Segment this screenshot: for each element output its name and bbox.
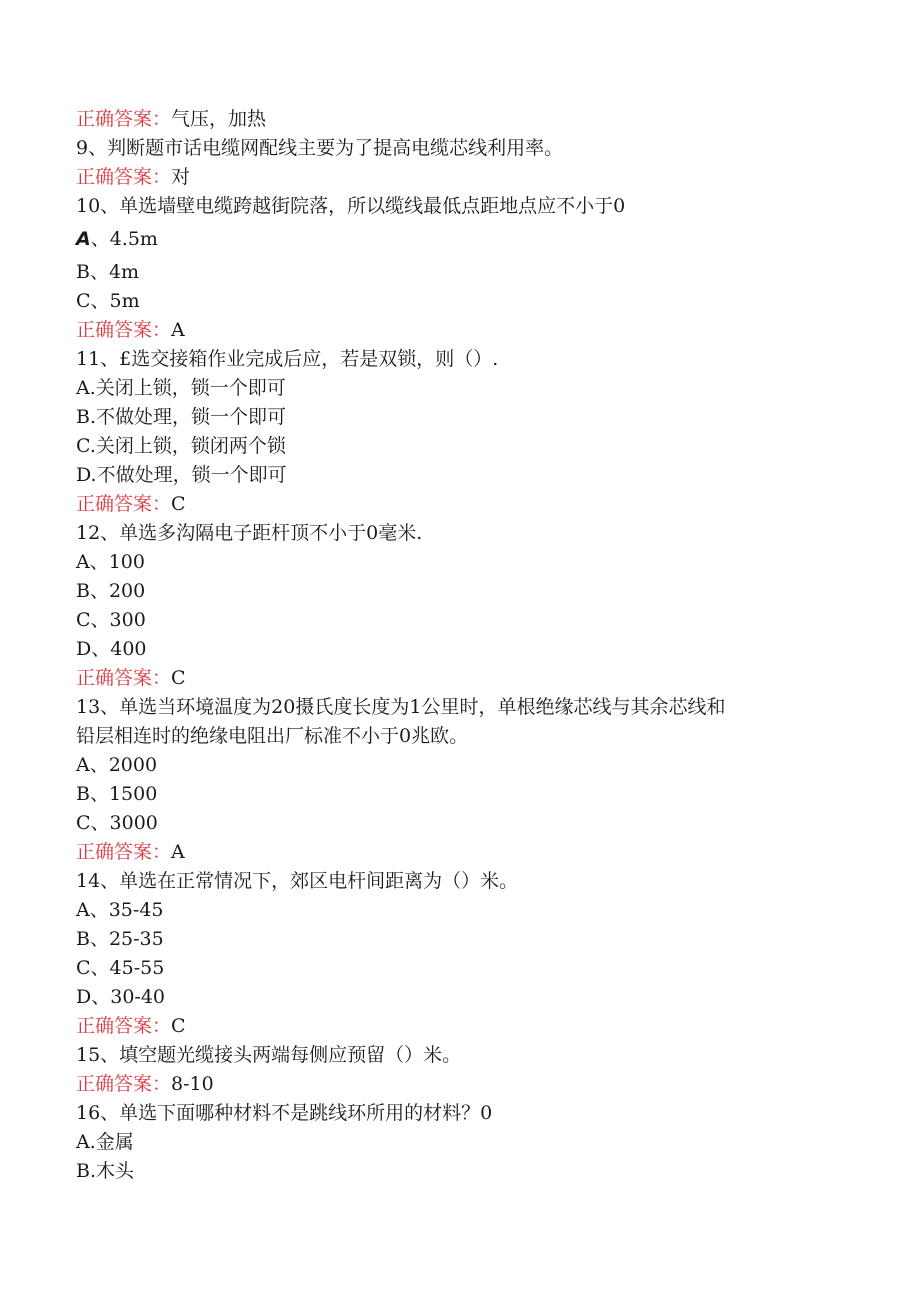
answer-label: 正确答案： <box>76 667 172 689</box>
answer-value: 对 <box>171 166 191 188</box>
option-line: C、300 <box>76 609 146 631</box>
answer-line <box>76 1012 836 1041</box>
question-line: 9、判断题市话电缆网配线主要为了提高电缆芯线利用率。 <box>76 137 564 159</box>
option-line: B.木头 <box>76 1160 135 1182</box>
answer-label: 正确答案： <box>76 841 172 863</box>
answer-line <box>76 316 836 345</box>
question-line: 铅层相连时的绝缘电阻出厂标准不小于0兆欧。 <box>76 725 469 747</box>
option-line <box>76 225 836 254</box>
question-line: 12、单选多沟隔电子距杆顶不小于0毫米. <box>76 522 423 544</box>
option-prefix: A <box>76 228 91 250</box>
answer-value: 8-10 <box>171 1073 214 1095</box>
option-line: D、400 <box>76 638 147 660</box>
answer-value: 气压，加热 <box>171 108 267 130</box>
option-line: B.不做处理，锁一个即可 <box>76 406 287 428</box>
option-line: B、25-35 <box>76 928 164 950</box>
answer-value: C <box>171 493 186 515</box>
answer-line <box>76 1070 836 1099</box>
option-line: A、100 <box>76 551 145 573</box>
answer-label: 正确答案： <box>76 493 172 515</box>
option-line: C、45-55 <box>76 957 165 979</box>
option-line: D.不做处理，锁一个即可 <box>76 464 287 486</box>
answer-line <box>76 490 836 519</box>
question-line: 14、单选在正常情况下，郊区电杆间距离为（）米。 <box>76 870 519 892</box>
answer-label: 正确答案： <box>76 166 172 188</box>
option-line: B、200 <box>76 580 146 602</box>
question-line: 16、单选下面哪种材料不是跳线环所用的材料？0 <box>76 1102 493 1124</box>
answer-line <box>76 664 836 693</box>
option-line: C、5m <box>76 290 140 312</box>
answer-label: 正确答案： <box>76 108 172 130</box>
answer-value: A <box>171 319 185 341</box>
question-line: 13、单选当环境温度为20摄氏度长度为1公里时，单根绝缘芯线与其余芯线和 <box>76 696 726 718</box>
option-text: 、4.5m <box>90 228 158 250</box>
answer-label: 正确答案： <box>76 1073 172 1095</box>
answer-line <box>76 163 836 192</box>
question-line: 15、填空题光缆接头两端每侧应预留（）米。 <box>76 1044 462 1066</box>
document-page <box>76 105 836 1186</box>
question-line: 11、£选交接箱作业完成后应，若是双锁，则（）. <box>76 348 499 370</box>
option-line: A.金属 <box>76 1131 134 1153</box>
answer-value: C <box>171 1015 186 1037</box>
answer-label: 正确答案： <box>76 1015 172 1037</box>
answer-value: C <box>171 667 186 689</box>
answer-line <box>76 838 836 867</box>
option-line: B、4m <box>76 261 140 283</box>
option-line: B、1500 <box>76 783 158 805</box>
option-line: C、3000 <box>76 812 158 834</box>
answer-label: 正确答案： <box>76 319 172 341</box>
option-line: A.关闭上锁，锁一个即可 <box>76 377 286 399</box>
option-line: A、2000 <box>76 754 158 776</box>
question-line: 10、单选墙壁电缆跨越街院落，所以缆线最低点距地点应不小于0 <box>76 195 626 217</box>
answer-value: A <box>171 841 185 863</box>
option-line: C.关闭上锁，锁闭两个锁 <box>76 435 286 457</box>
answer-line <box>76 105 836 134</box>
option-line: A、35-45 <box>76 899 164 921</box>
option-line: D、30-40 <box>76 986 166 1008</box>
